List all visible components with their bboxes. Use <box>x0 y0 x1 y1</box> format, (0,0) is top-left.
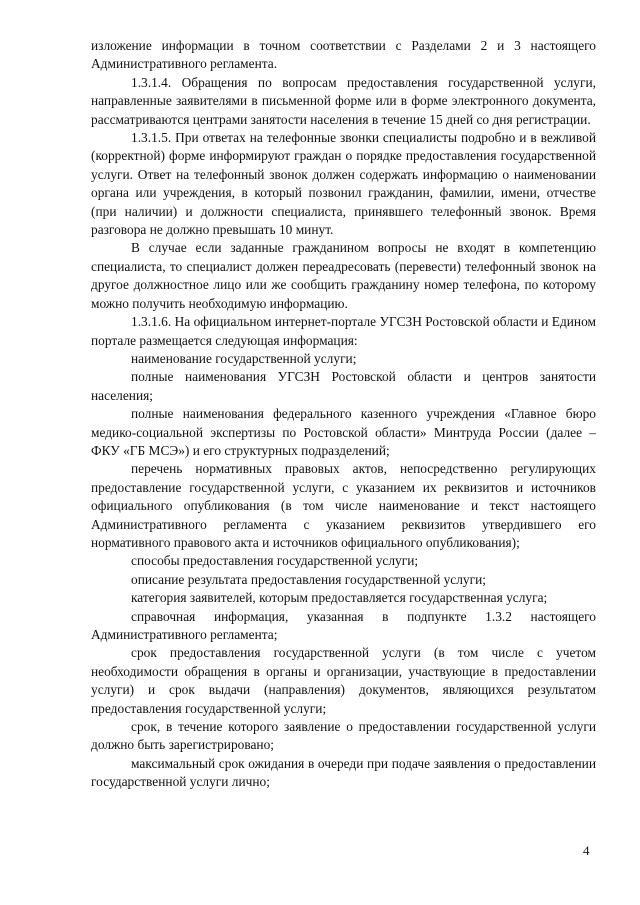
paragraph-1-3-1-5: 1.3.1.5. При ответах на телефонные звонки специалисты подробно и в вежливой (корректной) форме информируют граждан о порядке предоставления государственной услуги. Ответ на телефонный звонок должен содержать информацию о наименовании органа или учреждения, в который позвонил гражданин, фамилии, имени, отчестве (при наличии) и должности специалиста, принявшего телефонный звонок. Время разговора не должно превышать 10 минут. <box>91 130 596 238</box>
list-item-applicant-category: категория заявителей, которым предоставляется государственная услуга; <box>131 590 548 606</box>
list-item-ugszn-names: полные наименования УГСЗН Ростовской области и центров занятости населения; <box>91 369 596 403</box>
list-item-max-waiting-time: максимальный срок ожидания в очереди при подаче заявления о предоставлении государственной услуги лично; <box>91 755 596 790</box>
list-item-reference-info: справочная информация, указанная в подпункте 1.3.2 настоящего Административного регламента; <box>91 608 596 642</box>
paragraph-redirect-call: В случае если заданные гражданином вопросы не входят в компетенцию специалиста, то специалист должен переадресовать (перевести) телефонный звонок на другое должностное лицо или же сообщить гражданину номер телефона, по которому можно получить необходимую информацию. <box>91 240 596 311</box>
paragraph-continuation: изложение информации в точном соответствии с Разделами 2 и 3 настоящего Административного регламента. <box>91 38 596 72</box>
list-item-legal-acts: перечень нормативных правовых актов, непосредственно регулирующих предоставление государственной услуги, с указанием их реквизитов и источников официального опубликования (в том числе наименование и текст настоящего Административного регламента с указанием реквизитов утвердившего его нормативного правового акта и источников официального опубликования); <box>91 461 596 550</box>
page-number: 4 <box>583 843 590 858</box>
list-item-result-description: описание результата предоставления государственной услуги; <box>131 571 486 587</box>
document-body <box>91 37 596 792</box>
list-item-service-term: срок предоставления государственной услуги (в том числе с учетом необходимости обращения в органы и организации, участвующие в предоставлении услуги) и срок выдачи (направления) документов, являющихся результатом предоставления государственной услуги; <box>91 645 596 716</box>
list-item-service-name: наименование государственной услуги; <box>131 350 357 366</box>
list-item-fku-names: полные наименования федерального казенного учреждения «Главное бюро медико-социальной экспертизы по Ростовской области» Минтруда России (далее – ФКУ «ГБ МСЭ») и его структурных подразделений; <box>91 406 596 458</box>
list-item-registration-term: срок, в течение которого заявление о предоставлении государственной услуги должно быть зарегистрировано; <box>91 719 596 753</box>
paragraph-1-3-1-4: 1.3.1.4. Обращения по вопросам предоставления государственной услуги, направленные заявителями в письменной форме или в форме электронного документа, рассматриваются центрами занятости населения в течение 15 дней со дня регистрации. <box>91 74 596 127</box>
paragraph-1-3-1-6: 1.3.1.6. На официальном интернет-портале УГСЗН Ростовской области и Едином портале размещается следующая информация: <box>91 314 596 348</box>
list-item-provision-methods: способы предоставления государственной услуги; <box>131 553 419 569</box>
